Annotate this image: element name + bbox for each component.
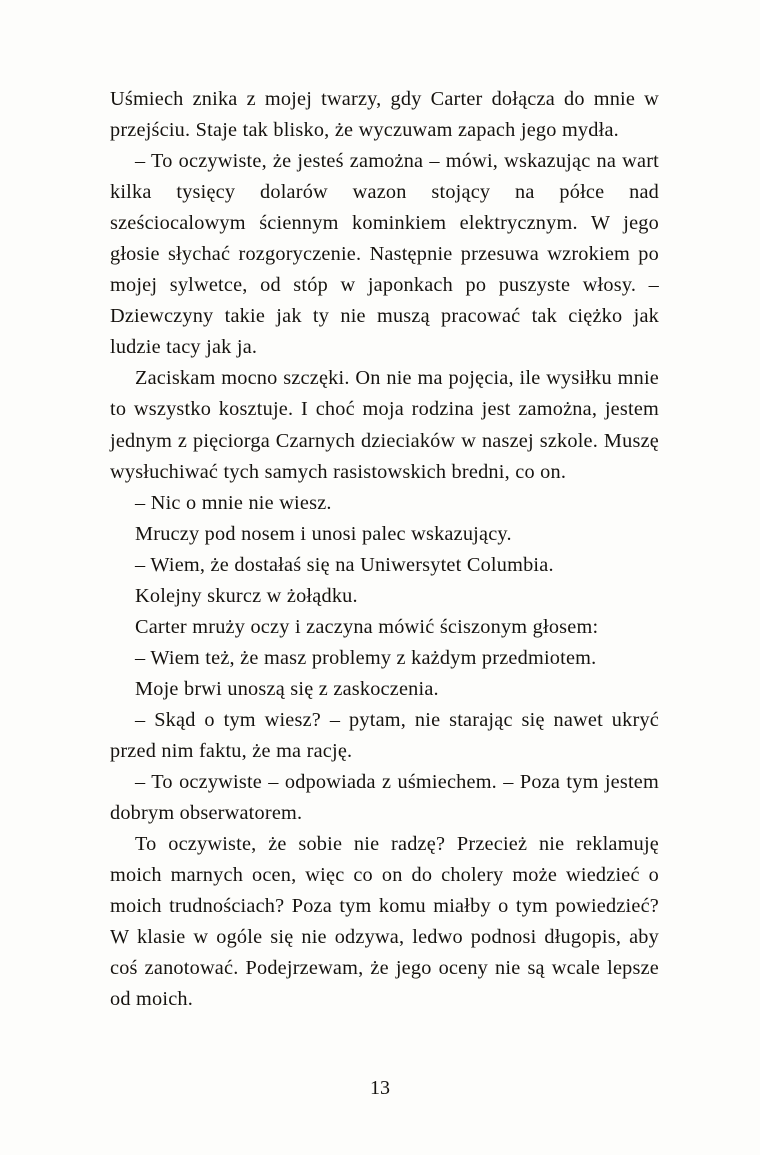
narration-line: Moje brwi unoszą się z zaskoczenia.: [135, 677, 439, 700]
dialogue-line: – Nic o mnie nie wiesz.: [135, 491, 332, 514]
dialogue-line: – Wiem, że dostałaś się na Uniwersytet Columbia.: [135, 553, 554, 576]
paragraph: – To oczywiste, że jesteś zamożna – mówi, wskazując na wart kilka tysięcy dolarów wazon stojący na półce nad sześciocalowym ściennym kominkiem elektrycznym. W jego głosie słychać rozgoryczenie. Następnie przesuwa wzrokiem po mojej sylwetce, od stóp w japonkach po puszyste włosy. – Dziewczyny takie jak ty nie muszą pracować tak ciężko jak ludzie tacy jak ja.: [110, 150, 659, 359]
dialogue-line: – To oczywiste – odpowiada z uśmiechem. – Poza tym jestem dobrym obserwatorem.: [110, 771, 659, 825]
narration-line: Mruczy pod nosem i unosi palec wskazujący.: [135, 522, 512, 545]
dialogue-line: – Wiem też, że masz problemy z każdym przedmiotem.: [135, 646, 597, 669]
narration-line: Kolejny skurcz w żołądku.: [135, 584, 358, 607]
dialogue-line: – Skąd o tym wiesz? – pytam, nie starając się nawet ukryć przed nim faktu, że ma rację.: [110, 708, 659, 762]
page-number: 13: [370, 1077, 390, 1099]
paragraph: Zaciskam mocno szczęki. On nie ma pojęcia, ile wysiłku mnie to wszystko kosztuje. I choć moja rodzina jest zamożna, jestem jednym z pięciorga Czarnych dzieciaków w naszej szkole. Muszę wysłuchiwać tych samych rasistowskich bredni, co on.: [110, 367, 659, 483]
paragraph: Uśmiech znika z mojej twarzy, gdy Carter dołącza do mnie w przejściu. Staje tak blisko, że wyczuwam zapach jego mydła.: [110, 88, 659, 142]
page-text-block: [110, 84, 659, 1015]
narration-line: Carter mruży oczy i zaczyna mówić ściszonym głosem:: [135, 615, 599, 638]
paragraph: To oczywiste, że sobie nie radzę? Przecież nie reklamuję moich marnych ocen, więc co on do cholery może wiedzieć o moich trudnościach? Poza tym komu miałby o tym powiedzieć? W klasie w ogóle się nie odzywa, ledwo podnosi długopis, aby coś zanotować. Podejrzewam, że jego oceny nie są wcale lepsze od moich.: [110, 833, 659, 1011]
